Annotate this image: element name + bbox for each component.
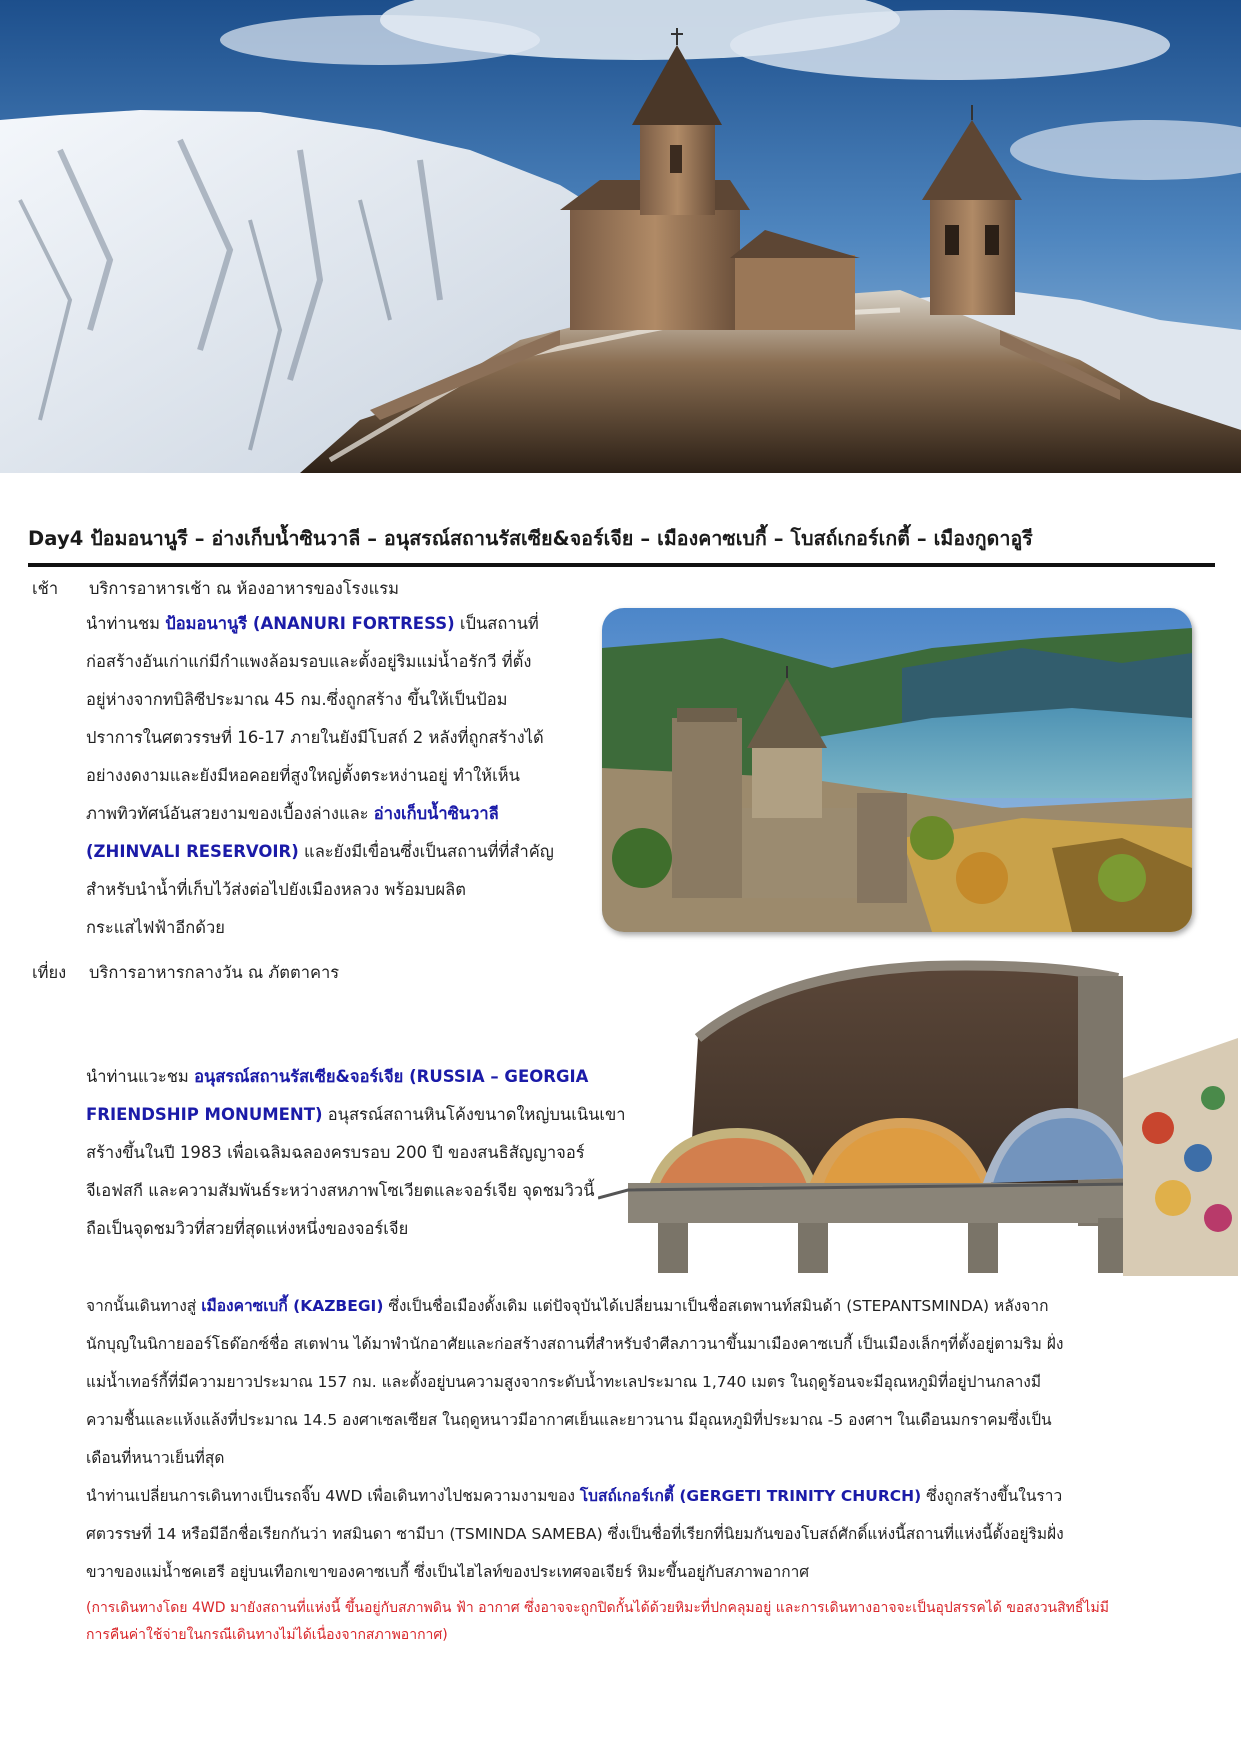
day-title: Day4 ป้อมอนานูรี – อ่างเก็บน้ำซินวาลี – อนุสรณ์สถานรัสเซีย&จอร์เจีย – เมืองคาซเบกี้ – โบสถ์เกอร์เกตี้ – เมืองกูดาอูรี: [28, 527, 1033, 550]
monument-line: นำท่านแวะชม อนุสรณ์สถานรัสเซีย&จอร์เจีย (RUSSIA – GEORGIA: [86, 1067, 589, 1086]
kazbegi-line: จากนั้นเดินทางสู่ เมืองคาซเบกี้ (KAZBEGI) ซึ่งเป็นชื่อเมืองดั้งเดิม แต่ปัจจุบันได้เปลี่ยนมาเป็นชื่อสเตพานท์สมินด้า (STEPANTSMINDA) หลังจาก: [86, 1297, 1049, 1315]
note-line: การคืนค่าใช้จ่ายในกรณีเดินทางไม่ได้เนื่องจากสภาพอากาศ): [86, 1627, 448, 1643]
lunch-label: เที่ยง: [32, 963, 67, 982]
gergeti-line: นำท่านเปลี่ยนการเดินทางเป็นรถจิ๊บ 4WD เพื่อเดินทางไปชมความงามของ โบสถ์เกอร์เกตี้ (GERGETI TRINITY CHURCH) ซึ่งถูกสร้างขึ้นในราว: [86, 1487, 1063, 1505]
ananuri-line: ก่อสร้างอันเก่าแก่มีกำแพงล้อมรอบและตั้งอยู่ริมแม่น้ำอรักวี ที่ตั้ง: [86, 652, 532, 671]
ananuri-paragraph: [86, 605, 586, 947]
kazbegi-line: แม่น้ำเทอร์กี้ที่มีความยาวประมาณ 157 กม. และตั้งอยู่บนความสูงจากระดับน้ำทะเลประมาณ 1,740 เมตร ในฤดูร้อนจะมีอุณหภูมิที่อยู่ปานกลางมี: [86, 1373, 1042, 1391]
gergeti-line: ขวาของแม่น้ำชคเฮรี อยู่บนเทือกเขาของคาซเบกี้ ซึ่งเป็นไฮไลท์ของประเทศจอเจียร์ หิมะขึ้นอยู่กับสภาพอากาศ: [86, 1563, 810, 1581]
gergeti-paragraph: [86, 1477, 1216, 1591]
ananuri-line: อย่างงดงามและยังมีหอคอยที่สูงใหญ่ตั้งตระหง่านอยู่ ทำให้เห็น: [86, 766, 520, 785]
kazbegi-line: เดือนที่หนาวเย็นที่สุด: [86, 1449, 225, 1467]
ananuri-fortress-photo: [602, 608, 1192, 932]
friendship-monument-photo: [598, 958, 1238, 1276]
ananuri-line: สำหรับนำน้ำที่เก็บไว้ส่งต่อไปยังเมืองหลวง พร้อมบผลิต: [86, 880, 466, 899]
kazbegi-paragraph: [86, 1287, 1216, 1477]
monument-line: ถือเป็นจุดชมวิวที่สวยที่สุดแห่งหนึ่งของจอร์เจีย: [86, 1219, 409, 1238]
breakfast-text: บริการอาหารเช้า ณ ห้องอาหารของโรงแรม: [89, 579, 399, 598]
ananuri-line: กระแสไฟฟ้าอีกด้วย: [86, 918, 225, 937]
kazbegi-line: นักบุญในนิกายออร์โธด๊อกซ์ชื่อ สเตฟาน ได้มาพำนักอาศัยและก่อสร้างสถานที่สำหรับจำศีลภาวนาขึ้นมาเมืองคาซเบกี้ เป็นเมืองเล็กๆที่ตั้งอยู่ตามริม ฝั่ง: [86, 1335, 1064, 1353]
breakfast-label: เช้า: [32, 579, 59, 598]
ananuri-line: อยู่ห่างจากทบิลิซีประมาณ 45 กม.ซึ่งถูกสร้าง ขึ้นให้เป็นป้อม: [86, 690, 508, 709]
gergeti-line: ศตวรรษที่ 14 หรือมีอีกชื่อเรียกกันว่า ทสมินดา ซามีบา (TSMINDA SAMEBA) ซึ่งเป็นชื่อที่เรียกที่นิยมกันของโบสถ์ศักดิ์แห่งนี้สถานที่แห่งนี้ตั้งอยู่ริมฝั่ง: [86, 1525, 1064, 1543]
kazbegi-line: ความชื้นและแห้งแล้งที่ประมาณ 14.5 องศาเซลเซียส ในฤดูหนาวมีอากาศเย็นและยาวนาน มีอุณหภูมิที่ประมาณ -5 องศาฯ ในเดือนมกราคมซึ่งเป็น: [86, 1411, 1052, 1429]
weather-note: [86, 1595, 1216, 1649]
ananuri-line: (ZHINVALI RESERVOIR) และยังมีเขื่อนซึ่งเป็นสถานที่ที่สำคัญ: [86, 842, 554, 861]
hero-photo: [0, 0, 1241, 473]
ananuri-line: นำท่านชม ป้อมอนานูรี (ANANURI FORTRESS) เป็นสถานที่: [86, 614, 539, 633]
gergeti-church-photo: [0, 0, 1241, 473]
ananuri-line: ปราการในศตวรรษที่ 16-17 ภายในยังมีโบสถ์ 2 หลังที่ถูกสร้างได้: [86, 728, 544, 747]
lunch-text: บริการอาหารกลางวัน ณ ภัตตาคาร: [89, 963, 340, 982]
note-line: (การเดินทางโดย 4WD มายังสถานที่แห่งนี้ ขึ้นอยู่กับสภาพดิน ฟ้า อากาศ ซึ่งอาจจะถูกปิดกั้นได้ด้วยหิมะที่ปกคลุมอยู่ และการเดินทางอาจจะเป็นอุปสรรคได้ ขอสงวนสิทธิ์ไม่มี: [86, 1600, 1109, 1616]
monument-line: FRIENDSHIP MONUMENT) อนุสรณ์สถานหินโค้งขนาดใหญ่บนเนินเขา: [86, 1105, 626, 1124]
monument-line: สร้างขึ้นในปี 1983 เพื่อเฉลิมฉลองครบรอบ 200 ปี ของสนธิสัญญาจอร์: [86, 1143, 585, 1162]
monument-line: จีเอฟสกี และความสัมพันธ์ระหว่างสหภาพโซเวียตและจอร์เจีย จุดชมวิวนี้: [86, 1181, 595, 1200]
ananuri-line: ภาพทิวทัศน์อันสวยงามของเบื้องล่างและ อ่างเก็บน้ำซินวาลี: [86, 804, 499, 823]
monument-paragraph: [86, 1058, 646, 1248]
title-divider: [28, 563, 1215, 567]
